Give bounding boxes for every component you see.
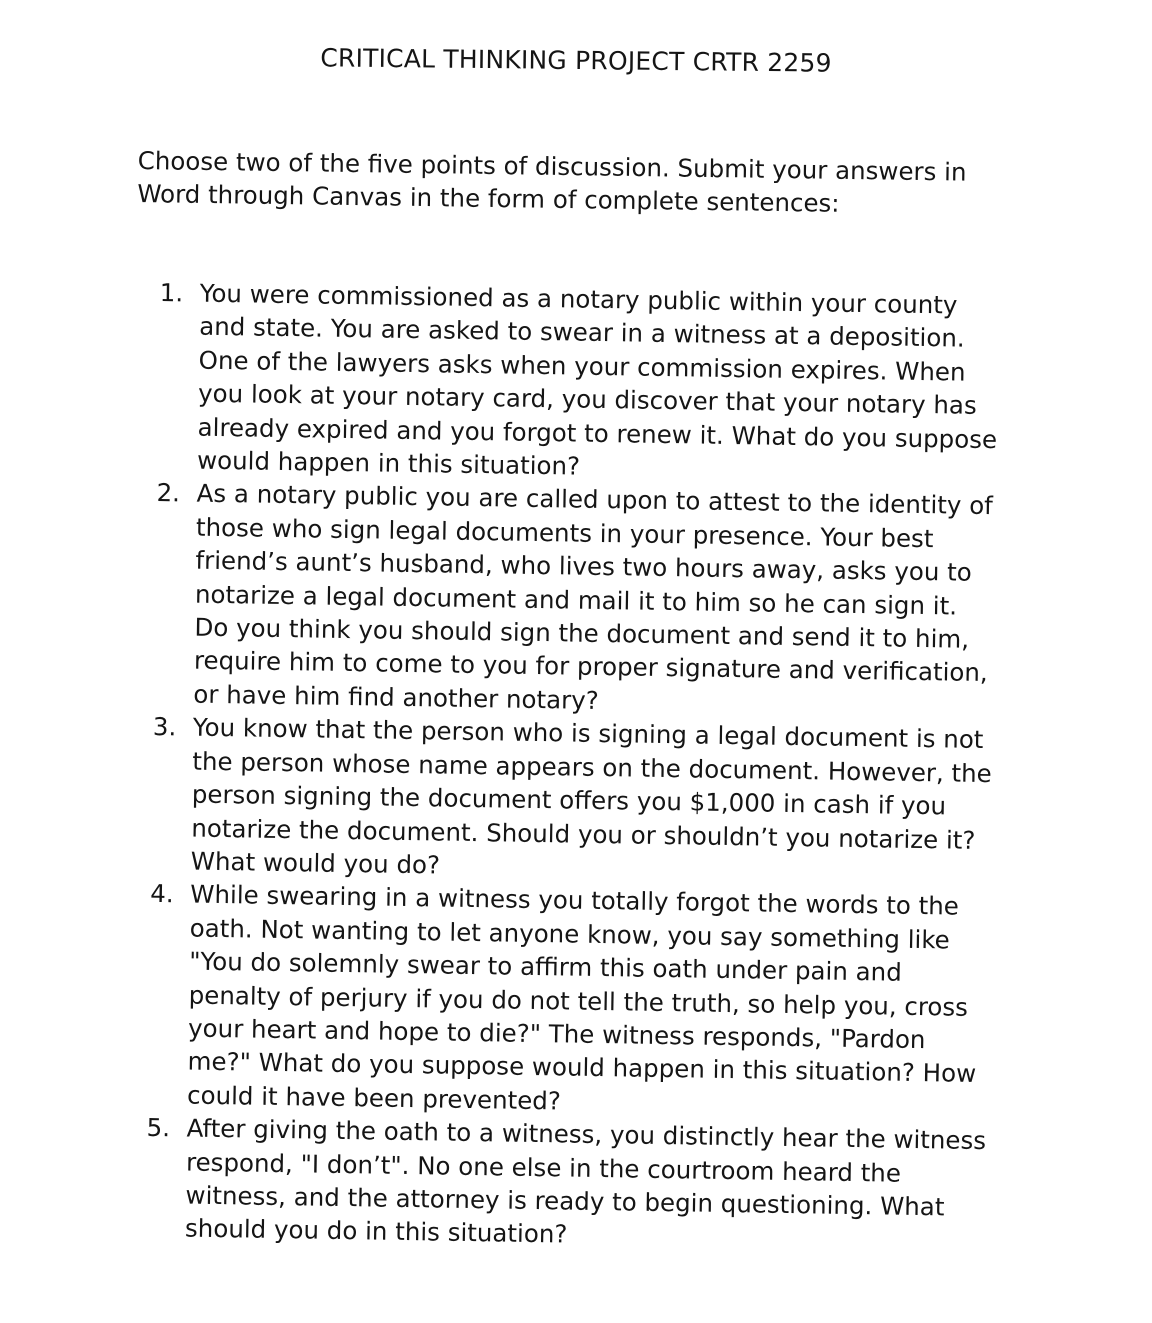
question-text: While swearing in a witness you totally forgot the words to the oath. Not wanting to let anyone know, you say something like "You do solemnly swear to affirm this oath under pain and penalty of perjury if you do not tell the truth, so help you, cross your heart and hope to die?" The witness responds, "Pardon me?" What do you suppose would happen in this situation? How could it have been prevented? — [186, 879, 977, 1116]
question-item-2 — [153, 476, 997, 723]
question-number: 5. — [146, 1113, 171, 1143]
question-item-4 — [147, 877, 991, 1124]
question-item-5 — [145, 1111, 987, 1258]
document-title: CRITICAL THINKING PROJECT CRTR 2259 — [320, 43, 832, 78]
question-text: You know that the person who is signing a legal document is not the person whose name appears on the document. However, the person signing the document offers you $1,000 in cash if you notarize the document. Should you or shouldn’t you notarize it? What would you do? — [190, 712, 993, 880]
question-text: After giving the oath to a witness, you distinctly hear the witness respond, "I don’t". No one else in the courtroom heard the witness, and the attorney is ready to begin questioning. What should you do in this situation? — [184, 1113, 987, 1249]
question-item-1 — [157, 276, 1000, 490]
instructions-paragraph: Choose two of the five points of discussion. Submit your answers in Word through Canvas in the form of complete sentences: — [137, 145, 967, 218]
question-number: 2. — [156, 478, 181, 508]
discussion-questions-list — [145, 276, 1000, 1258]
question-number: 4. — [150, 879, 174, 909]
question-item-3 — [151, 710, 994, 890]
question-text: You were commissioned as a notary public within your county and state. You are asked to swear in a witness at a deposition. One of the lawyers asks when your commission expires. When you look at your notary card, you discover that your notary has already expired and you forgot to renew it. What do you suppose would happen in this situation? — [196, 278, 998, 481]
question-number: 3. — [152, 712, 177, 742]
question-text: As a notary public you are called upon to attest to the identity of those who sign legal documents in your presence. Your best friend’s aunt’s husband, who lives two hours away, asks you to notarize a legal document and mail it to him so he can sign it. Do you think you should sign the document and send it to him, require him to come to you for proper signature and verification, or have him find another notary? — [193, 479, 994, 715]
question-number: 1. — [159, 277, 184, 308]
